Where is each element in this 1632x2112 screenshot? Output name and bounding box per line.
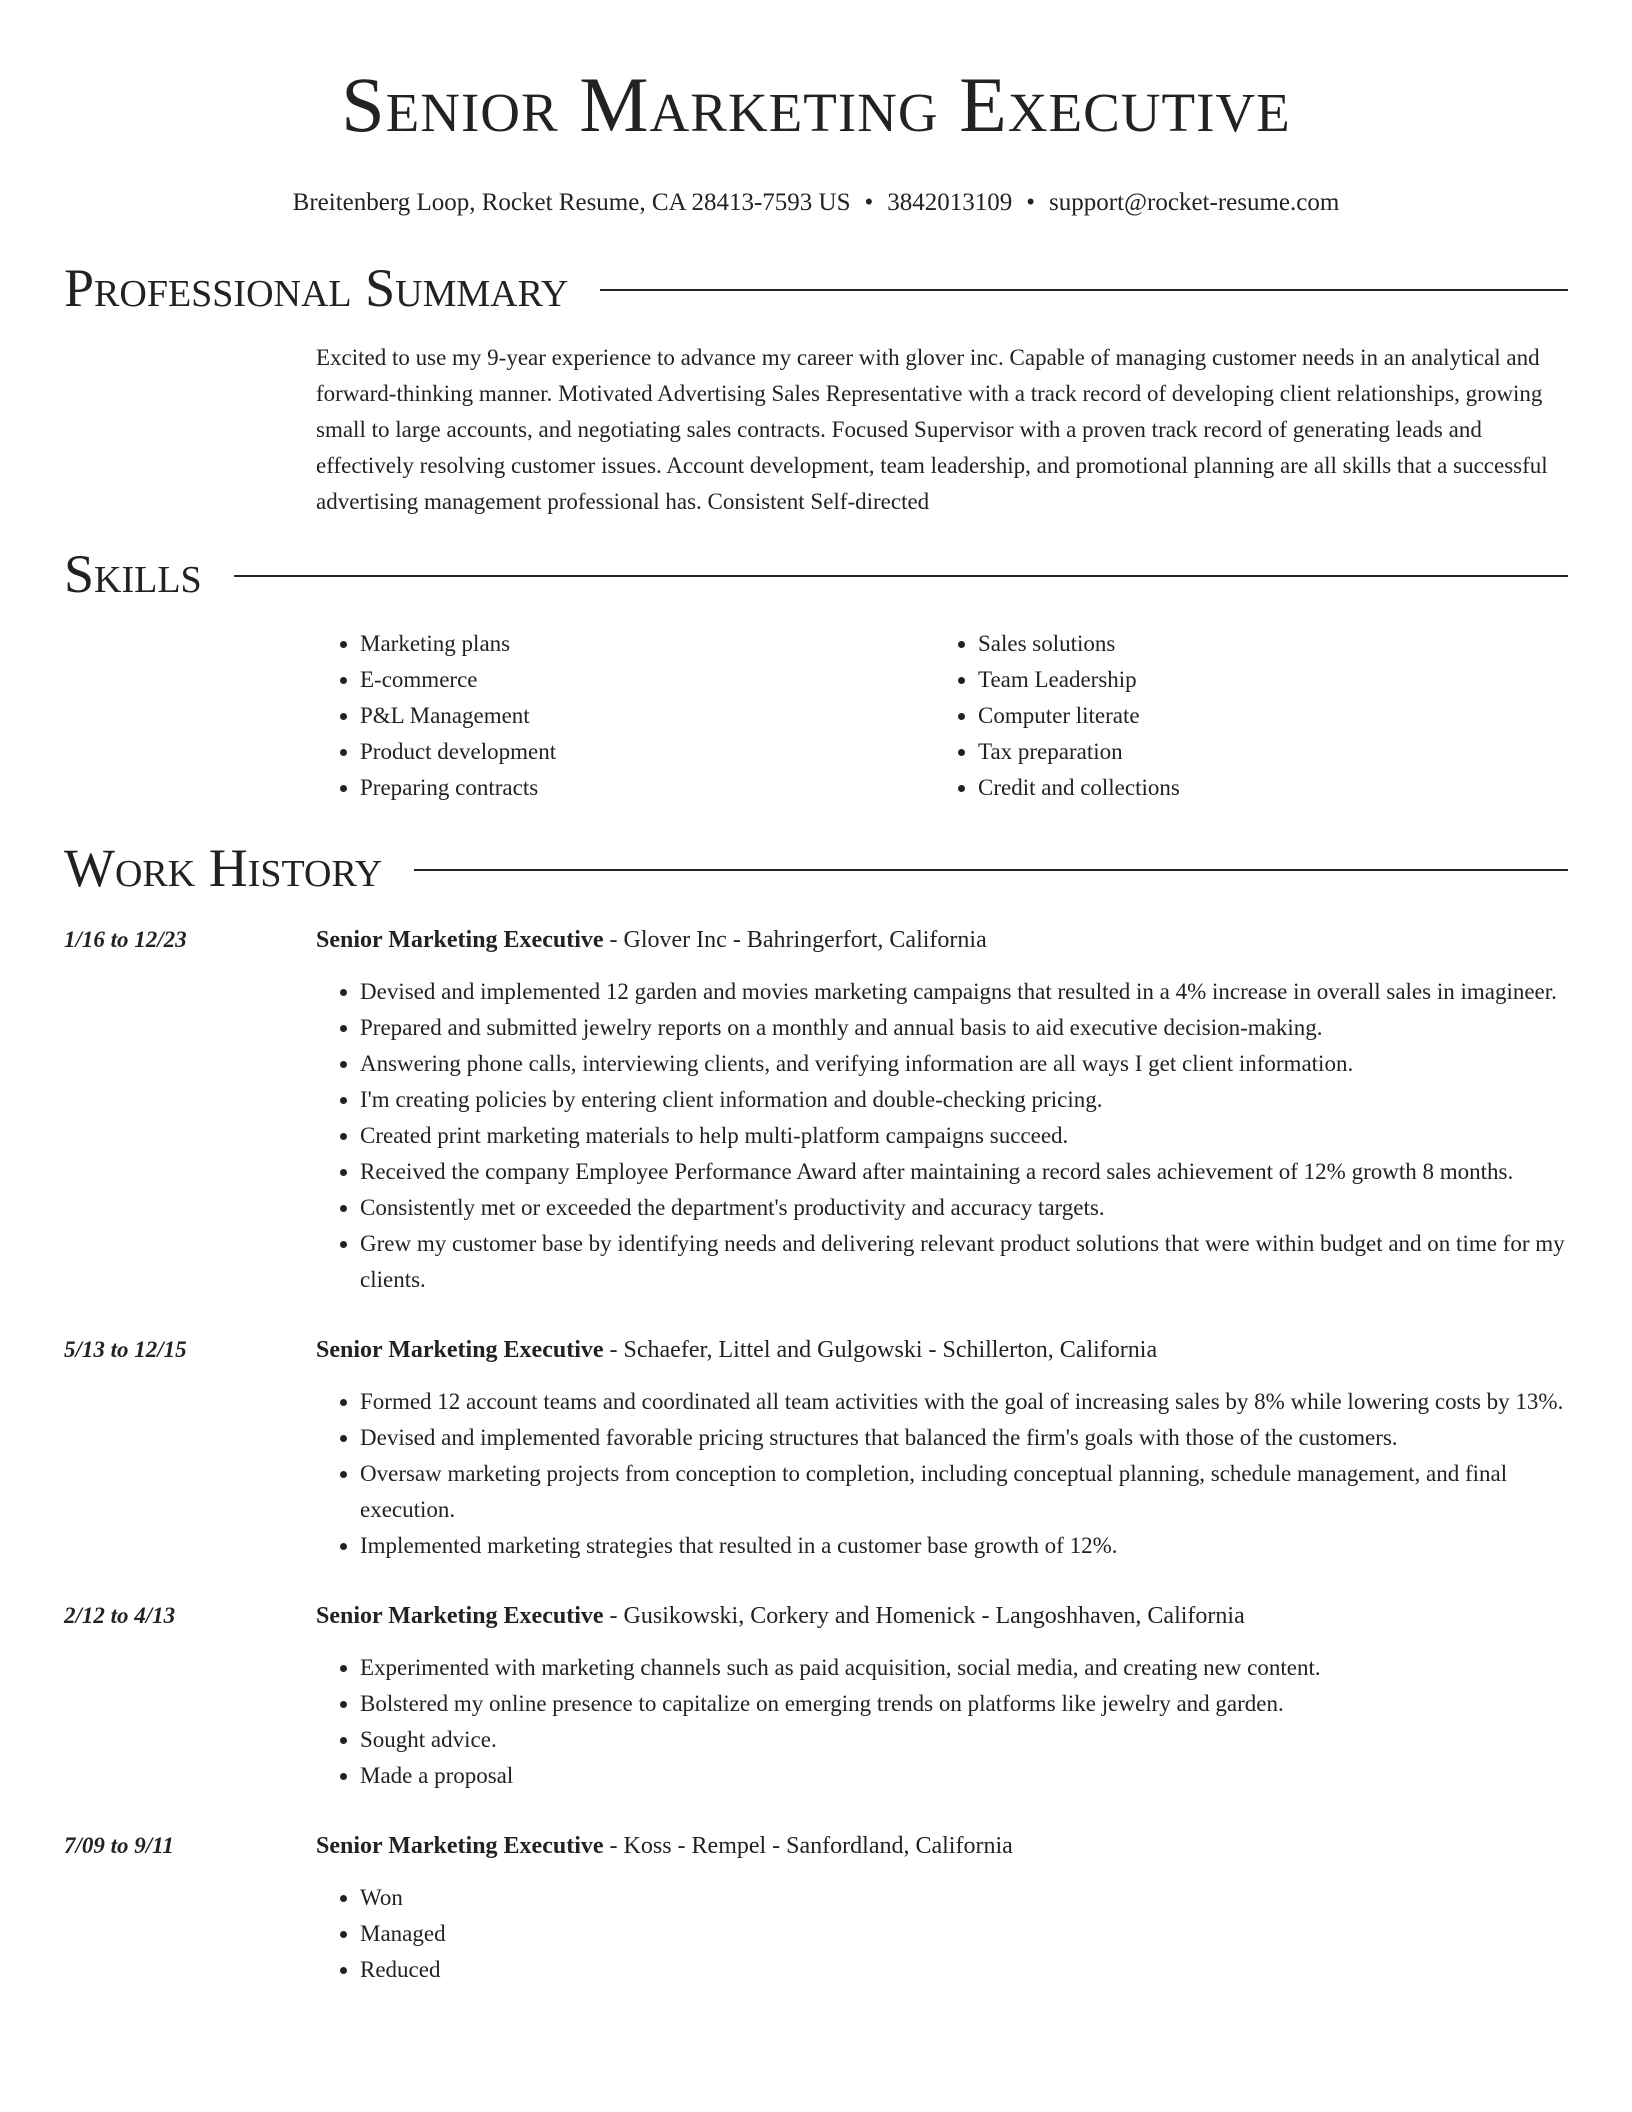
job-bullet: • Implemented marketing strategies that resulted in a customer base growth of 12%. [360, 1528, 1568, 1564]
work-history-section-header [64, 836, 1568, 900]
job-bullet: • Grew my customer base by identifying needs and delivering relevant product solutions that were within budget and on time for my clients. [360, 1226, 1568, 1298]
job-title: Senior Marketing Executive [316, 1833, 604, 1859]
job-entry [64, 1332, 1568, 1564]
job-bullet: • Created print marketing materials to help multi-platform campaigns succeed. [360, 1118, 1568, 1154]
contact-address: Breitenberg Loop, Rocket Resume, CA 28413-7593 US [292, 189, 851, 216]
job-entry [64, 1828, 1568, 1988]
skill-item: • Team Leadership [978, 662, 1552, 698]
job-bullet: • Answering phone calls, interviewing clients, and verifying information are all ways I get client information. [360, 1046, 1568, 1082]
contact-separator: • [1026, 189, 1036, 216]
skill-item: • Product development [360, 734, 934, 770]
job-bullet: • Experimented with marketing channels such as paid acquisition, social media, and creating new content. [360, 1650, 1568, 1686]
skills-list [316, 626, 1568, 806]
job-bullet: • Formed 12 account teams and coordinated all team activities with the goal of increasing sales by 8% while lowering costs by 13%. [360, 1384, 1568, 1420]
contact-line [64, 188, 1568, 218]
job-company-location: - Gusikowski, Corkery and Homenick - Langoshhaven, California [603, 1603, 1245, 1629]
job-bullet: • Managed [360, 1916, 1568, 1952]
job-bullet: • I'm creating policies by entering client information and double-checking pricing. [360, 1082, 1568, 1118]
section-divider [414, 869, 1568, 871]
summary-heading: Professional Summary [64, 258, 569, 318]
job-company-location: - Glover Inc - Bahringerfort, California [603, 927, 987, 953]
job-title: Senior Marketing Executive [316, 1337, 604, 1363]
skill-item: • Preparing contracts [360, 770, 934, 806]
summary-section-header [64, 256, 1568, 320]
job-body [316, 1332, 1568, 1564]
job-bullet: • Devised and implemented 12 garden and movies marketing campaigns that resulted in a 4% increase in overall sales in imagineer. [360, 974, 1568, 1010]
job-bullet: • Reduced [360, 1952, 1568, 1988]
contact-email: support@rocket-resume.com [1049, 189, 1340, 216]
job-title-line [316, 922, 1568, 958]
job-title: Senior Marketing Executive [316, 927, 604, 953]
section-divider [234, 575, 1568, 577]
job-bullet: • Bolstered my online presence to capitalize on emerging trends on platforms like jewelry and garden. [360, 1686, 1568, 1722]
contact-phone: 3842013109 [887, 189, 1013, 216]
job-bullets [316, 1880, 1568, 1988]
job-body [316, 1828, 1568, 1988]
job-bullet: • Received the company Employee Performance Award after maintaining a record sales achievement of 12% growth 8 months. [360, 1154, 1568, 1190]
job-body [316, 922, 1568, 1298]
job-entry [64, 922, 1568, 1298]
job-bullets [316, 974, 1568, 1298]
job-dates: 7/09 to 9/11 [64, 1833, 174, 1858]
job-bullet: • Won [360, 1880, 1568, 1916]
job-bullet: • Sought advice. [360, 1722, 1568, 1758]
work-history-heading: Work History [64, 838, 383, 898]
skill-item: • Sales solutions [978, 626, 1552, 662]
job-title-line [316, 1598, 1568, 1634]
skill-item: • Tax preparation [978, 734, 1552, 770]
job-company-location: - Schaefer, Littel and Gulgowski - Schillerton, California [603, 1337, 1158, 1363]
job-body [316, 1598, 1568, 1794]
summary-text: Excited to use my 9-year experience to advance my career with glover inc. Capable of managing customer needs in an analytical and forward-thinking manner. Motivated Advertising Sales Representative with a track record of developing client relationships, growing small to large accounts, and negotiating sales contracts. Focused Supervisor with a proven track record of generating leads and effectively resolving customer issues. Account development, team leadership, and promotional planning are all skills that a successful advertising management professional has. Consistent Self-directed [316, 345, 1548, 514]
job-bullet: • Prepared and submitted jewelry reports on a monthly and annual basis to aid executive decision-making. [360, 1010, 1568, 1046]
job-entry [64, 1598, 1568, 1794]
job-bullet: • Consistently met or exceeded the department's productivity and accuracy targets. [360, 1190, 1568, 1226]
job-dates: 5/13 to 12/15 [64, 1337, 187, 1362]
resume-name: Senior Marketing Executive [341, 61, 1291, 148]
contact-separator: • [864, 189, 874, 216]
skill-item: • Computer literate [978, 698, 1552, 734]
skills-column-left [316, 626, 934, 806]
skill-item: • P&L Management [360, 698, 934, 734]
skills-heading: Skills [64, 544, 202, 604]
skill-item: • Credit and collections [978, 770, 1552, 806]
section-divider [600, 289, 1568, 291]
job-bullets [316, 1650, 1568, 1794]
job-bullets [316, 1384, 1568, 1564]
job-bullet: • Oversaw marketing projects from conception to completion, including conceptual planning, schedule management, and final execution. [360, 1456, 1568, 1528]
skills-section-header [64, 542, 1568, 606]
job-title-line [316, 1332, 1568, 1368]
job-bullet: • Made a proposal [360, 1758, 1568, 1794]
job-title-line [316, 1828, 1568, 1864]
job-company-location: - Koss - Rempel - Sanfordland, California [603, 1833, 1013, 1859]
job-dates: 2/12 to 4/13 [64, 1603, 176, 1628]
job-bullet: • Devised and implemented favorable pricing structures that balanced the firm's goals with those of the customers. [360, 1420, 1568, 1456]
job-title: Senior Marketing Executive [316, 1603, 604, 1629]
job-dates: 1/16 to 12/23 [64, 927, 187, 952]
skills-column-right [934, 626, 1552, 806]
skill-item: • E-commerce [360, 662, 934, 698]
skill-item: • Marketing plans [360, 626, 934, 662]
